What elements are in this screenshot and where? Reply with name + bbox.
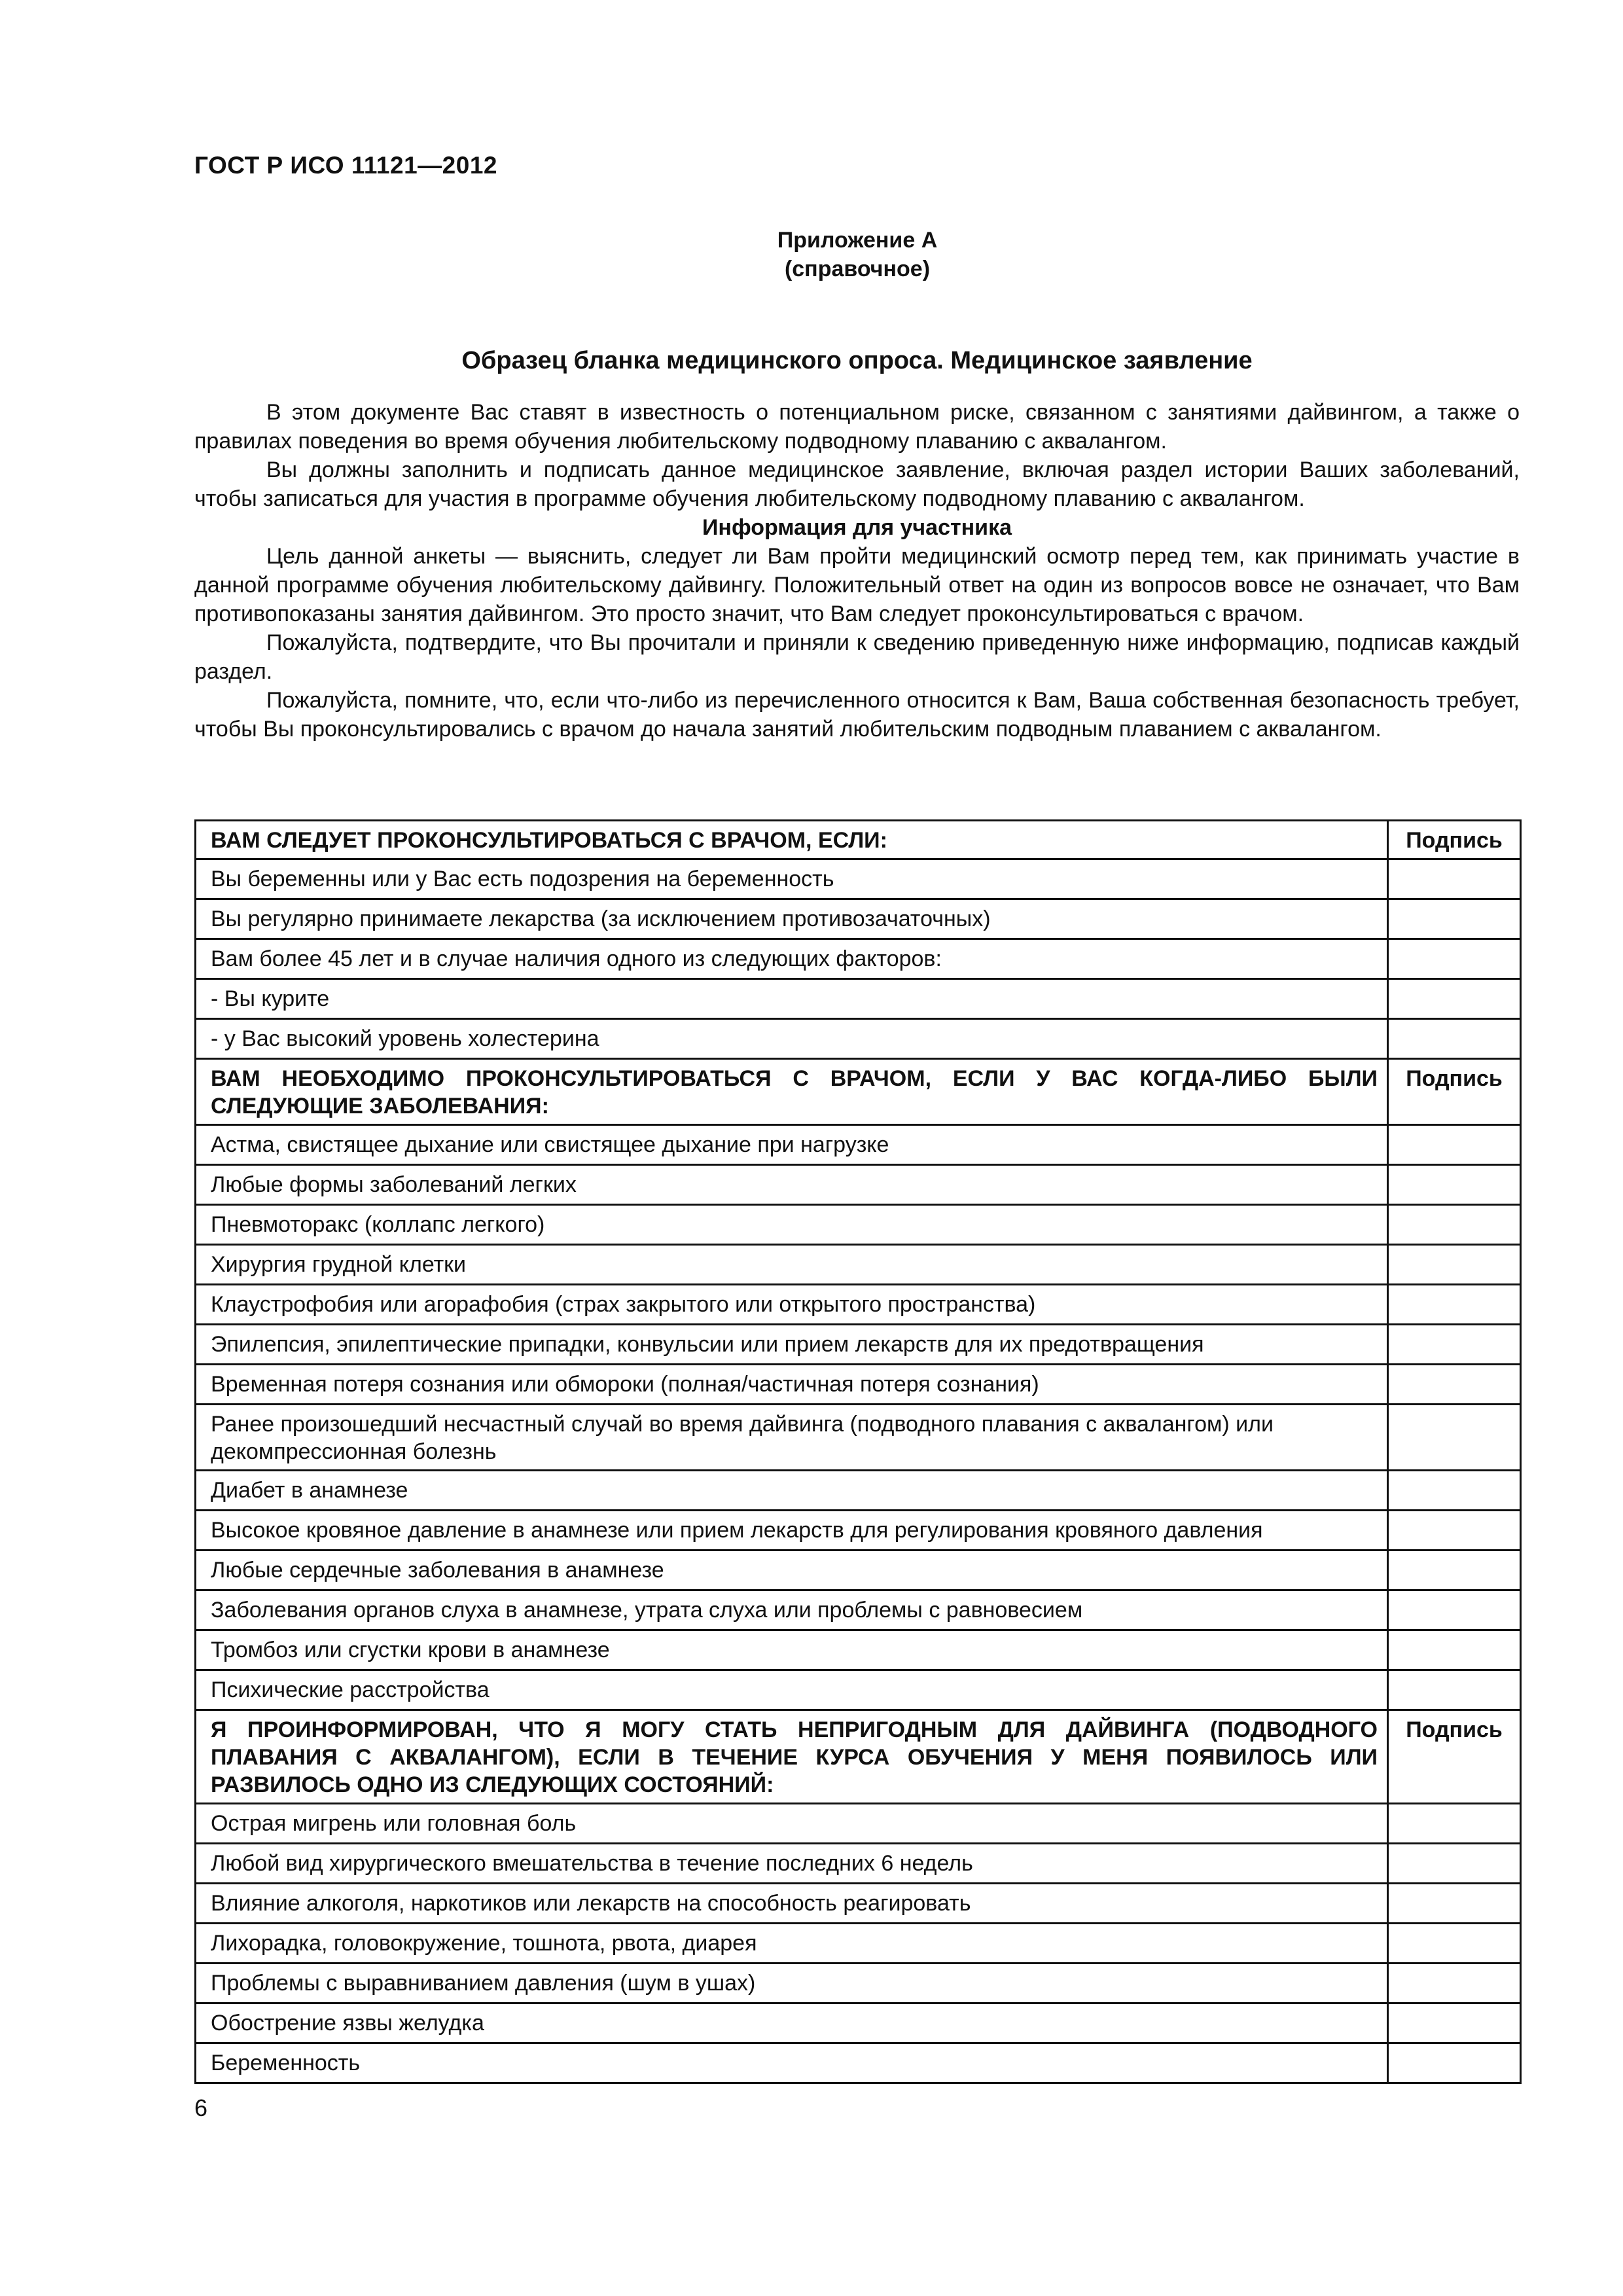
signature-cell[interactable] bbox=[1388, 1924, 1521, 1964]
section-heading: Я ПРОИНФОРМИРОВАН, ЧТО Я МОГУ СТАТЬ НЕПРИГОДНЫМ ДЛЯ ДАЙВИНГА (ПОДВОДНОГО ПЛАВАНИЯ С АКВАЛАНГОМ), ЕСЛИ В ТЕЧЕНИЕ КУРСА ОБУЧЕНИЯ У МЕНЯ ПОЯВИЛОСЬ ИЛИ РАЗВИЛОСЬ ОДНО ИЗ СЛЕДУЮЩИХ СОСТОЯНИЙ: bbox=[196, 1710, 1388, 1804]
table-row bbox=[196, 1245, 1521, 1285]
condition-cell: Астма, свистящее дыхание или свистящее дыхание при нагрузке bbox=[196, 1125, 1388, 1165]
table-row bbox=[196, 1964, 1521, 2003]
condition-cell: Пневмоторакс (коллапс легкого) bbox=[196, 1205, 1388, 1245]
condition-cell: Проблемы с выравниванием давления (шум в ушах) bbox=[196, 1964, 1388, 2003]
signature-cell[interactable] bbox=[1388, 1405, 1521, 1471]
section-header-row bbox=[196, 821, 1521, 859]
table-row bbox=[196, 899, 1521, 939]
signature-cell[interactable] bbox=[1388, 1590, 1521, 1630]
table-row bbox=[196, 2003, 1521, 2043]
condition-cell: Любой вид хирургического вмешательства в течение последних 6 недель bbox=[196, 1844, 1388, 1884]
section-header-row bbox=[196, 1059, 1521, 1125]
signature-cell[interactable] bbox=[1388, 979, 1521, 1019]
condition-cell: Клаустрофобия или агорафобия (страх закрытого или открытого пространства) bbox=[196, 1285, 1388, 1325]
signature-cell[interactable] bbox=[1388, 1964, 1521, 2003]
table-row bbox=[196, 1405, 1521, 1471]
table-row bbox=[196, 1630, 1521, 1670]
page-number: 6 bbox=[194, 2094, 208, 2121]
signature-cell[interactable] bbox=[1388, 2043, 1521, 2083]
table-row bbox=[196, 1670, 1521, 1710]
signature-cell[interactable] bbox=[1388, 1325, 1521, 1365]
standard-header: ГОСТ Р ИСО 11121—2012 bbox=[194, 152, 497, 179]
condition-cell: Острая мигрень или головная боль bbox=[196, 1804, 1388, 1844]
info-paragraph: Пожалуйста, помните, что, если что-либо из перечисленного относится к Вам, Ваша собственная безопасность требует, чтобы Вы проконсультировались с врачом до начала занятий любительским подводным плаванием с аквалангом. bbox=[194, 688, 1520, 742]
condition-cell: Обострение язвы желудка bbox=[196, 2003, 1388, 2043]
signature-cell[interactable] bbox=[1388, 1365, 1521, 1405]
signature-cell[interactable] bbox=[1388, 1245, 1521, 1285]
signature-cell[interactable] bbox=[1388, 1205, 1521, 1245]
signature-cell[interactable] bbox=[1388, 859, 1521, 899]
signature-cell[interactable] bbox=[1388, 1884, 1521, 1924]
condition-cell: Заболевания органов слуха в анамнезе, утрата слуха или проблемы с равновесием bbox=[196, 1590, 1388, 1630]
section-heading: ВАМ НЕОБХОДИМО ПРОКОНСУЛЬТИРОВАТЬСЯ С ВРАЧОМ, ЕСЛИ У ВАС КОГДА-ЛИБО БЫЛИ СЛЕДУЮЩИЕ ЗАБОЛЕВАНИЯ: bbox=[196, 1059, 1388, 1125]
table-row bbox=[196, 1551, 1521, 1590]
info-heading: Информация для участника bbox=[702, 515, 1012, 540]
table-row bbox=[196, 1205, 1521, 1245]
table-row bbox=[196, 1924, 1521, 1964]
intro-paragraph: В этом документе Вас ставят в известность о потенциальном риске, связанном с занятиями дайвингом, а также о правилах поведения во время обучения любительскому подводному плаванию с аквалангом. bbox=[194, 400, 1520, 454]
signature-cell[interactable] bbox=[1388, 1844, 1521, 1884]
signature-cell[interactable] bbox=[1388, 1670, 1521, 1710]
medical-questionnaire-table bbox=[194, 819, 1522, 2084]
signature-cell[interactable] bbox=[1388, 1285, 1521, 1325]
signature-cell[interactable] bbox=[1388, 1471, 1521, 1511]
table-row bbox=[196, 1511, 1521, 1551]
signature-cell[interactable] bbox=[1388, 1804, 1521, 1844]
signature-cell[interactable] bbox=[1388, 1019, 1521, 1059]
condition-cell: Любые сердечные заболевания в анамнезе bbox=[196, 1551, 1388, 1590]
section-heading: ВАМ СЛЕДУЕТ ПРОКОНСУЛЬТИРОВАТЬСЯ С ВРАЧОМ, ЕСЛИ: bbox=[196, 821, 1388, 859]
annex-title: Приложение А bbox=[777, 228, 938, 253]
info-paragraph: Пожалуйста, подтвердите, что Вы прочитали и приняли к сведению приведенную ниже информацию, подписав каждый раздел. bbox=[194, 630, 1520, 684]
annex-block bbox=[654, 226, 1060, 283]
condition-cell: Влияние алкоголя, наркотиков или лекарств на способность реагировать bbox=[196, 1884, 1388, 1924]
table-row bbox=[196, 1804, 1521, 1844]
intro-text bbox=[194, 398, 1520, 744]
table-row bbox=[196, 1884, 1521, 1924]
signature-cell[interactable] bbox=[1388, 899, 1521, 939]
signature-cell[interactable] bbox=[1388, 939, 1521, 979]
table-row bbox=[196, 1125, 1521, 1165]
info-paragraph: Цель данной анкеты — выяснить, следует ли Вам пройти медицинский осмотр перед тем, как принимать участие в данной программе обучения любительскому дайвингу. Положительный ответ на один из вопросов вовсе не означает, что Вам противопоказаны занятия дайвингом. Это просто значит, что Вам следует проконсультироваться с врачом. bbox=[194, 544, 1520, 626]
form-title: Образец бланка медицинского опроса. Медицинское заявление bbox=[461, 347, 1253, 374]
table-row bbox=[196, 1844, 1521, 1884]
signature-cell[interactable] bbox=[1388, 1511, 1521, 1551]
annex-note: (справочное) bbox=[784, 257, 931, 281]
condition-cell: Любые формы заболеваний легких bbox=[196, 1165, 1388, 1205]
condition-cell: Вы регулярно принимаете лекарства (за исключением противозачаточных) bbox=[196, 899, 1388, 939]
signature-cell[interactable] bbox=[1388, 1165, 1521, 1205]
signature-cell[interactable] bbox=[1388, 1630, 1521, 1670]
table-row bbox=[196, 1165, 1521, 1205]
condition-cell: Вам более 45 лет и в случае наличия одного из следующих факторов: bbox=[196, 939, 1388, 979]
condition-cell: Хирургия грудной клетки bbox=[196, 1245, 1388, 1285]
condition-cell: Тромбоз или сгустки крови в анамнезе bbox=[196, 1630, 1388, 1670]
table-row bbox=[196, 2043, 1521, 2083]
table-row bbox=[196, 1325, 1521, 1365]
table-row bbox=[196, 859, 1521, 899]
condition-cell: - Вы курите bbox=[196, 979, 1388, 1019]
signature-cell[interactable] bbox=[1388, 1125, 1521, 1165]
table-row bbox=[196, 1365, 1521, 1405]
condition-cell: Эпилепсия, эпилептические припадки, конвульсии или прием лекарств для их предотвращения bbox=[196, 1325, 1388, 1365]
table-row bbox=[196, 1590, 1521, 1630]
table-row bbox=[196, 1471, 1521, 1511]
condition-cell: Вы беременны или у Вас есть подозрения на беременность bbox=[196, 859, 1388, 899]
condition-cell: Ранее произошедший несчастный случай во время дайвинга (подводного плавания с аквалангом) или декомпрессионная болезнь bbox=[196, 1405, 1388, 1471]
section-header-row bbox=[196, 1710, 1521, 1804]
signature-cell[interactable] bbox=[1388, 2003, 1521, 2043]
table-row bbox=[196, 1019, 1521, 1059]
table-row bbox=[196, 1285, 1521, 1325]
signature-cell[interactable] bbox=[1388, 1551, 1521, 1590]
signature-column-header: Подпись bbox=[1388, 1059, 1521, 1125]
signature-column-header: Подпись bbox=[1388, 821, 1521, 859]
signature-column-header: Подпись bbox=[1388, 1710, 1521, 1804]
condition-cell: Беременность bbox=[196, 2043, 1388, 2083]
condition-cell: Лихорадка, головокружение, тошнота, рвота, диарея bbox=[196, 1924, 1388, 1964]
intro-paragraph: Вы должны заполнить и подписать данное медицинское заявление, включая раздел истории Ваших заболеваний, чтобы записаться для участия в программе обучения любительскому подводному плаванию с аквалангом. bbox=[194, 457, 1520, 511]
condition-cell: Высокое кровяное давление в анамнезе или прием лекарств для регулирования кровяного давления bbox=[196, 1511, 1388, 1551]
condition-cell: Временная потеря сознания или обмороки (полная/частичная потеря сознания) bbox=[196, 1365, 1388, 1405]
condition-cell: - у Вас высокий уровень холестерина bbox=[196, 1019, 1388, 1059]
table-row bbox=[196, 979, 1521, 1019]
table-row bbox=[196, 939, 1521, 979]
condition-cell: Диабет в анамнезе bbox=[196, 1471, 1388, 1511]
condition-cell: Психические расстройства bbox=[196, 1670, 1388, 1710]
